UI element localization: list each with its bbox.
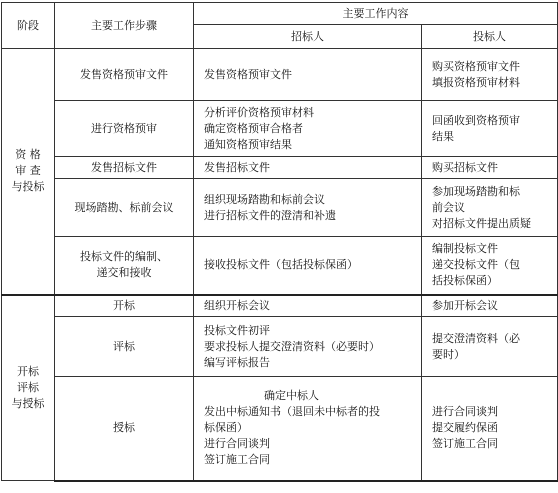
step-line: 递交和接收	[96, 266, 152, 280]
bidder-line: 提交澄清资料（必	[432, 331, 520, 345]
step-line: 进行资格预审	[91, 121, 157, 135]
bidder-line: 对招标文件提出质疑	[432, 216, 531, 230]
stage-cell-opening-evaluation	[2, 295, 55, 481]
bidder-cell	[422, 179, 558, 237]
tenderer-line: 发出中标通知书（退回未中标者的投	[204, 405, 380, 419]
stage-line: 与授标	[11, 396, 45, 410]
tenderer-line: 组织现场踏勘和标前会议	[204, 192, 325, 206]
bidder-line: 括投标保函）	[432, 274, 498, 288]
step-cell	[55, 179, 194, 237]
bidder-cell	[422, 157, 558, 179]
bidder-line: 编制投标文件	[432, 242, 498, 256]
stage-cell-qualification	[2, 49, 55, 295]
tenderer-line: 签订施工合同	[204, 453, 270, 467]
tenderer-line: 标保函）	[204, 421, 248, 435]
tenderer-cell	[194, 317, 422, 377]
bidder-line: 参加现场踏勘和标	[432, 184, 520, 198]
step-cell	[55, 157, 194, 179]
bidder-line: 参加开标会议	[432, 298, 498, 312]
tenderer-cell	[194, 49, 422, 101]
step-line: 开标	[113, 298, 135, 312]
tenderer-line: 编写评标报告	[204, 355, 270, 369]
bidder-cell	[422, 317, 558, 377]
header-tenderer: 招标人	[194, 25, 422, 49]
step-cell	[55, 317, 194, 377]
step-cell	[55, 377, 194, 481]
tenderer-line: 发售招标文件	[204, 160, 270, 174]
step-cell	[55, 237, 194, 295]
header-steps: 主要工作步骤	[55, 3, 194, 49]
tenderer-cell	[194, 237, 422, 295]
header-stage: 阶段	[2, 3, 55, 49]
tenderer-cell	[194, 377, 422, 481]
bidder-line: 提交履约保函	[432, 421, 498, 435]
tenderer-line: 接收投标文件（包括投标保函）	[204, 258, 358, 272]
stage-line: 开标	[17, 364, 39, 378]
tenderer-line: 发售资格预审文件	[204, 67, 292, 81]
stage-line: 审 查	[15, 164, 41, 178]
bidder-line: 签订施工合同	[432, 437, 498, 451]
tenderer-line: 分析评价资格预审材料	[204, 105, 314, 119]
tenderer-line: 确定资格预审合格者	[204, 121, 303, 135]
step-cell	[55, 101, 194, 157]
bidder-cell	[422, 49, 558, 101]
bidder-line: 结果	[432, 129, 454, 143]
tenderer-line: 要求投标人提交澄清资料（必要时）	[204, 339, 380, 353]
tenderer-cell	[194, 179, 422, 237]
bidder-line: 递交投标文件（包	[432, 258, 520, 272]
bidder-cell	[422, 101, 558, 157]
bidder-cell	[422, 295, 558, 317]
tenderer-line: 组织开标会议	[204, 298, 270, 312]
bidder-line: 填报资格预审材料	[432, 75, 520, 89]
tenderer-line: 进行合同谈判	[204, 437, 270, 451]
bidder-line: 购买资格预审文件	[432, 59, 520, 73]
bidder-line: 回函收到资格预审	[432, 113, 520, 127]
stage-line: 资 格	[15, 148, 41, 162]
step-line: 投标文件的编制、	[80, 250, 168, 264]
header-content: 主要工作内容	[194, 3, 558, 25]
bidder-cell	[422, 377, 558, 481]
step-line: 授标	[113, 421, 135, 435]
header-bidder: 投标人	[422, 25, 558, 49]
bidding-process-table	[1, 2, 558, 482]
step-line: 发售资格预审文件	[80, 67, 168, 81]
step-cell	[55, 295, 194, 317]
bidder-line: 前会议	[432, 200, 465, 214]
step-line: 评标	[113, 339, 135, 353]
bidder-line: 要时）	[432, 347, 465, 361]
stage-line: 与投标	[11, 180, 45, 194]
tenderer-line: 通知资格预审结果	[204, 137, 292, 151]
tenderer-cell	[194, 157, 422, 179]
step-cell	[55, 49, 194, 101]
bidder-cell	[422, 237, 558, 295]
step-line: 发售招标文件	[91, 160, 157, 174]
bidder-line: 购买招标文件	[432, 160, 498, 174]
tenderer-line: 投标文件初评	[204, 323, 270, 337]
stage-line: 评标	[17, 380, 39, 394]
tenderer-line: 确定中标人	[264, 389, 319, 403]
step-line: 现场踏勘、标前会议	[74, 200, 174, 214]
bidder-line: 进行合同谈判	[432, 405, 498, 419]
tenderer-line: 进行招标文件的澄清和补遗	[204, 208, 336, 222]
tenderer-cell	[194, 101, 422, 157]
tenderer-cell	[194, 295, 422, 317]
